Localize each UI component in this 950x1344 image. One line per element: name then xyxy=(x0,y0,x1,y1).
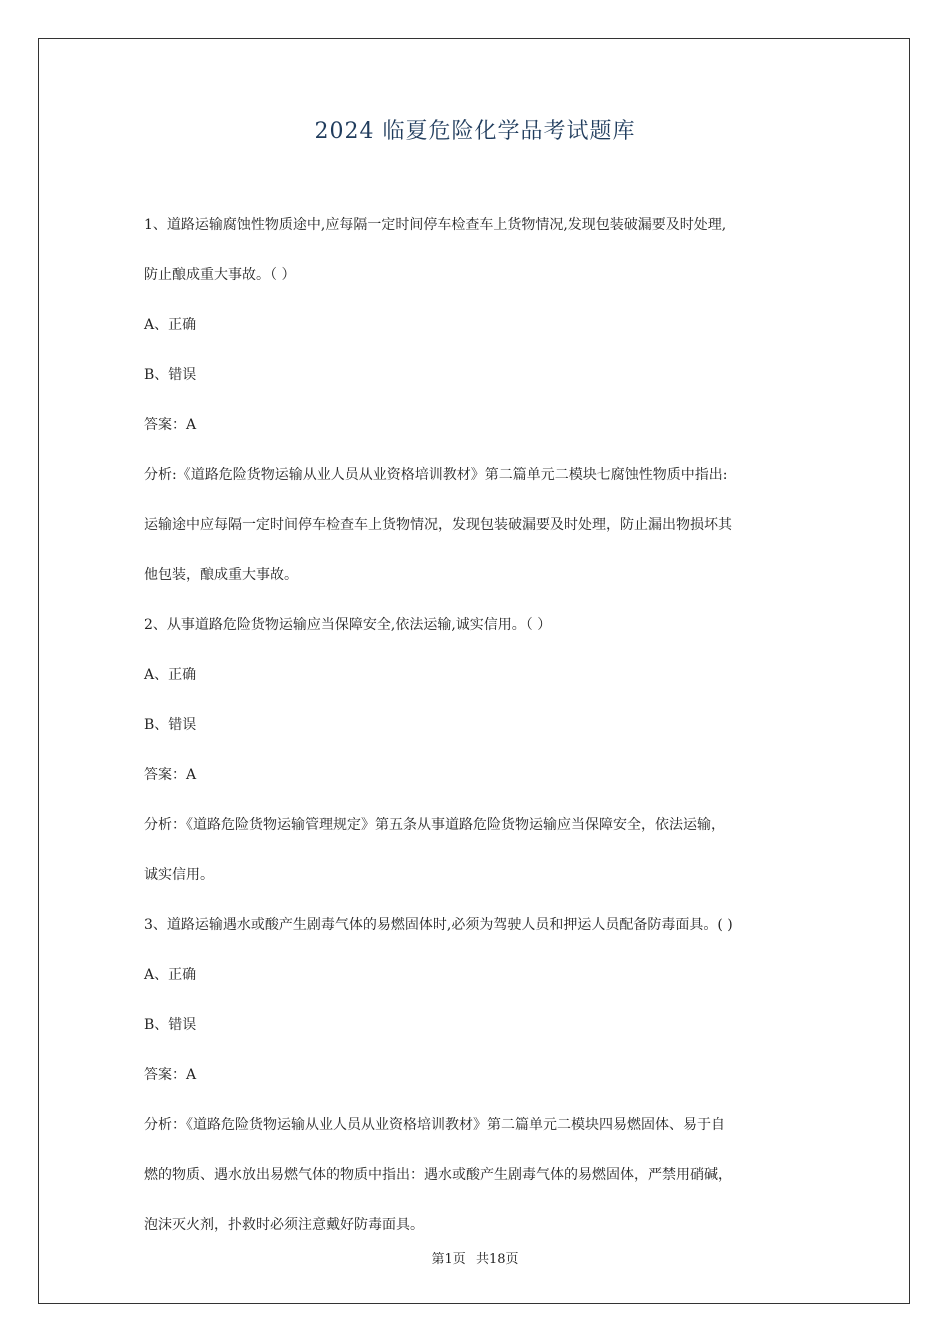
question-3-option-b: B、错误 xyxy=(144,1017,197,1033)
page-number: 第1页 xyxy=(431,1252,466,1267)
question-1-option-a: A、正确 xyxy=(144,317,197,333)
question-1-answer: 答案：A xyxy=(144,417,197,433)
question-3-text: 3、道路运输遇水或酸产生剧毒气体的易燃固体时,必须为驾驶人员和押运人员配备防毒面具。( ) xyxy=(144,917,733,933)
question-2-answer: 答案：A xyxy=(144,767,197,783)
question-3-analysis-end: 泡沫灭火剂，扑救时必须注意戴好防毒面具。 xyxy=(144,1217,424,1233)
question-3-analysis-cont: 燃的物质、遇水放出易燃气体的物质中指出：遇水或酸产生剧毒气体的易燃固体，严禁用硝碱， xyxy=(144,1167,732,1183)
question-1-analysis-end: 他包装，酿成重大事故。 xyxy=(144,567,298,583)
question-1-text-cont: 防止酿成重大事故。（ ） xyxy=(144,267,296,283)
page-footer xyxy=(0,1248,950,1267)
question-2-option-a: A、正确 xyxy=(144,667,197,683)
question-1-analysis: 分析:《道路危险货物运输从业人员从业资格培训教材》第二篇单元二模块七腐蚀性物质中指出: xyxy=(144,467,728,483)
question-2-analysis: 分析：《道路危险货物运输管理规定》第五条从事道路危险货物运输应当保障安全，依法运输， xyxy=(144,817,725,833)
document-title: 2024 临夏危险化学品考试题库 xyxy=(314,119,636,144)
question-1-option-b: B、错误 xyxy=(144,367,197,383)
document-body xyxy=(144,200,824,1250)
question-2-text: 2、从事道路危险货物运输应当保障安全,依法运输,诚实信用。（ ） xyxy=(144,617,552,633)
question-1-text: 1、道路运输腐蚀性物质途中,应每隔一定时间停车检查车上货物情况,发现包装破漏要及时处理, xyxy=(144,217,727,233)
question-2-option-b: B、错误 xyxy=(144,717,197,733)
question-2-analysis-end: 诚实信用。 xyxy=(144,867,214,883)
question-3-answer: 答案：A xyxy=(144,1067,197,1083)
question-1-analysis-cont: 运输途中应每隔一定时间停车检查车上货物情况，发现包装破漏要及时处理，防止漏出物损坏其 xyxy=(144,517,732,533)
question-3-analysis: 分析：《道路危险货物运输从业人员从业资格培训教材》第二篇单元二模块四易燃固体、易于自 xyxy=(144,1117,725,1133)
page-total: 共18页 xyxy=(475,1252,519,1267)
question-3-option-a: A、正确 xyxy=(144,967,197,983)
